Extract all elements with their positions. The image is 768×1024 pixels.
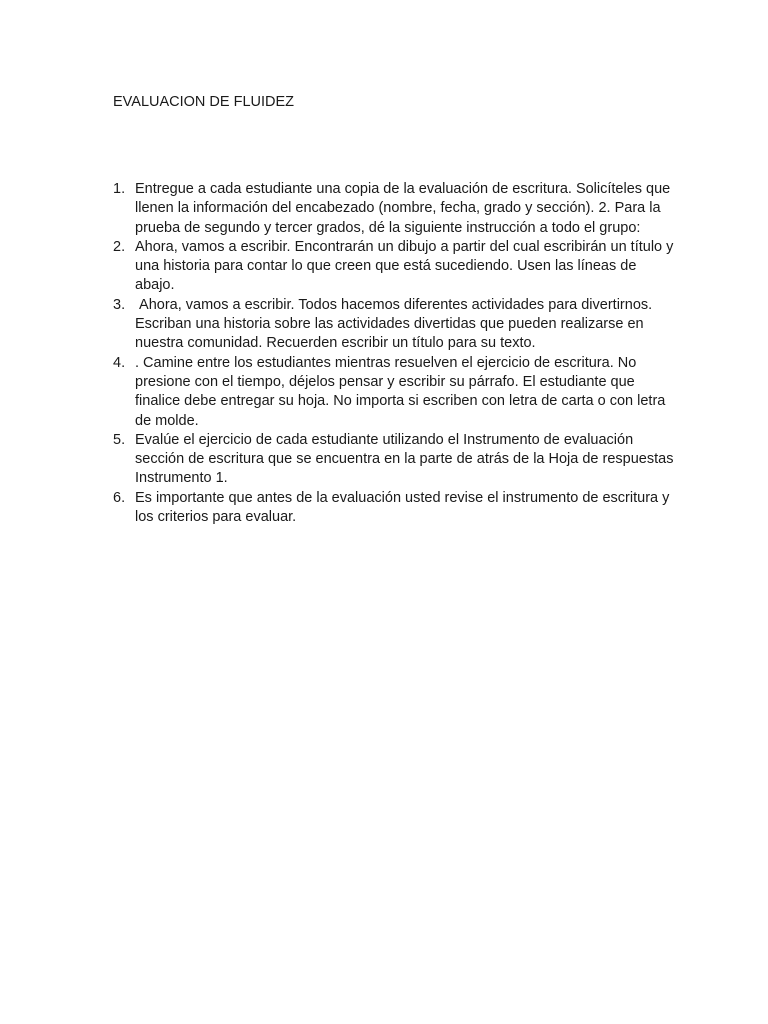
- list-item: [113, 296, 678, 354]
- list-item-text: Ahora, vamos a escribir. Todos hacemos diferentes actividades para divertirnos. Escriban una historia sobre las actividades divertidas que pueden realizarse en nuestra comunidad. Recuerden escribir un título para su texto.: [135, 296, 657, 352]
- list-item-text: Evalúe el ejercicio de cada estudiante utilizando el Instrumento de evaluación sección de escritura que se encuentra en la parte de atrás de la Hoja de respuestas Instrumento 1.: [135, 431, 678, 487]
- document-title: EVALUACION DE FLUIDEZ: [113, 94, 295, 110]
- list-item-number: 4.: [113, 354, 126, 371]
- list-item-text: . Camine entre los estudiantes mientras resuelven el ejercicio de escritura. No presione con el tiempo, déjelos pensar y escribir su párrafo. El estudiante que finalice debe entregar su hoja. No importa si escriben con letra de carta o con letra de molde.: [135, 354, 670, 429]
- list-item: [113, 238, 678, 296]
- list-item-number: 1.: [113, 181, 126, 197]
- list-item: [113, 431, 678, 489]
- list-item: [113, 180, 678, 238]
- list-item-text: Ahora, vamos a escribir. Encontrarán un dibujo a partir del cual escribirán un título y una historia para contar lo que creen que está sucediendo. Usen las líneas de abajo.: [135, 238, 678, 294]
- list-item-number: 5.: [113, 431, 126, 448]
- instruction-list: [113, 180, 678, 527]
- list-item: [113, 489, 678, 528]
- list-item-text: Entregue a cada estudiante una copia de la evaluación de escritura. Solicíteles que llenen la información del encabezado (nombre, fecha, grado y sección). 2. Para la prueba de segundo y tercer grados, dé la siguiente instrucción a todo el grupo:: [135, 181, 675, 236]
- list-item-number: 2.: [113, 238, 126, 255]
- list-item-text: Es importante que antes de la evaluación usted revise el instrumento de escritura y los criterios para evaluar.: [135, 489, 674, 526]
- list-item: [113, 354, 678, 431]
- list-item-number: 3.: [113, 296, 126, 313]
- list-item-number: 6.: [113, 489, 126, 506]
